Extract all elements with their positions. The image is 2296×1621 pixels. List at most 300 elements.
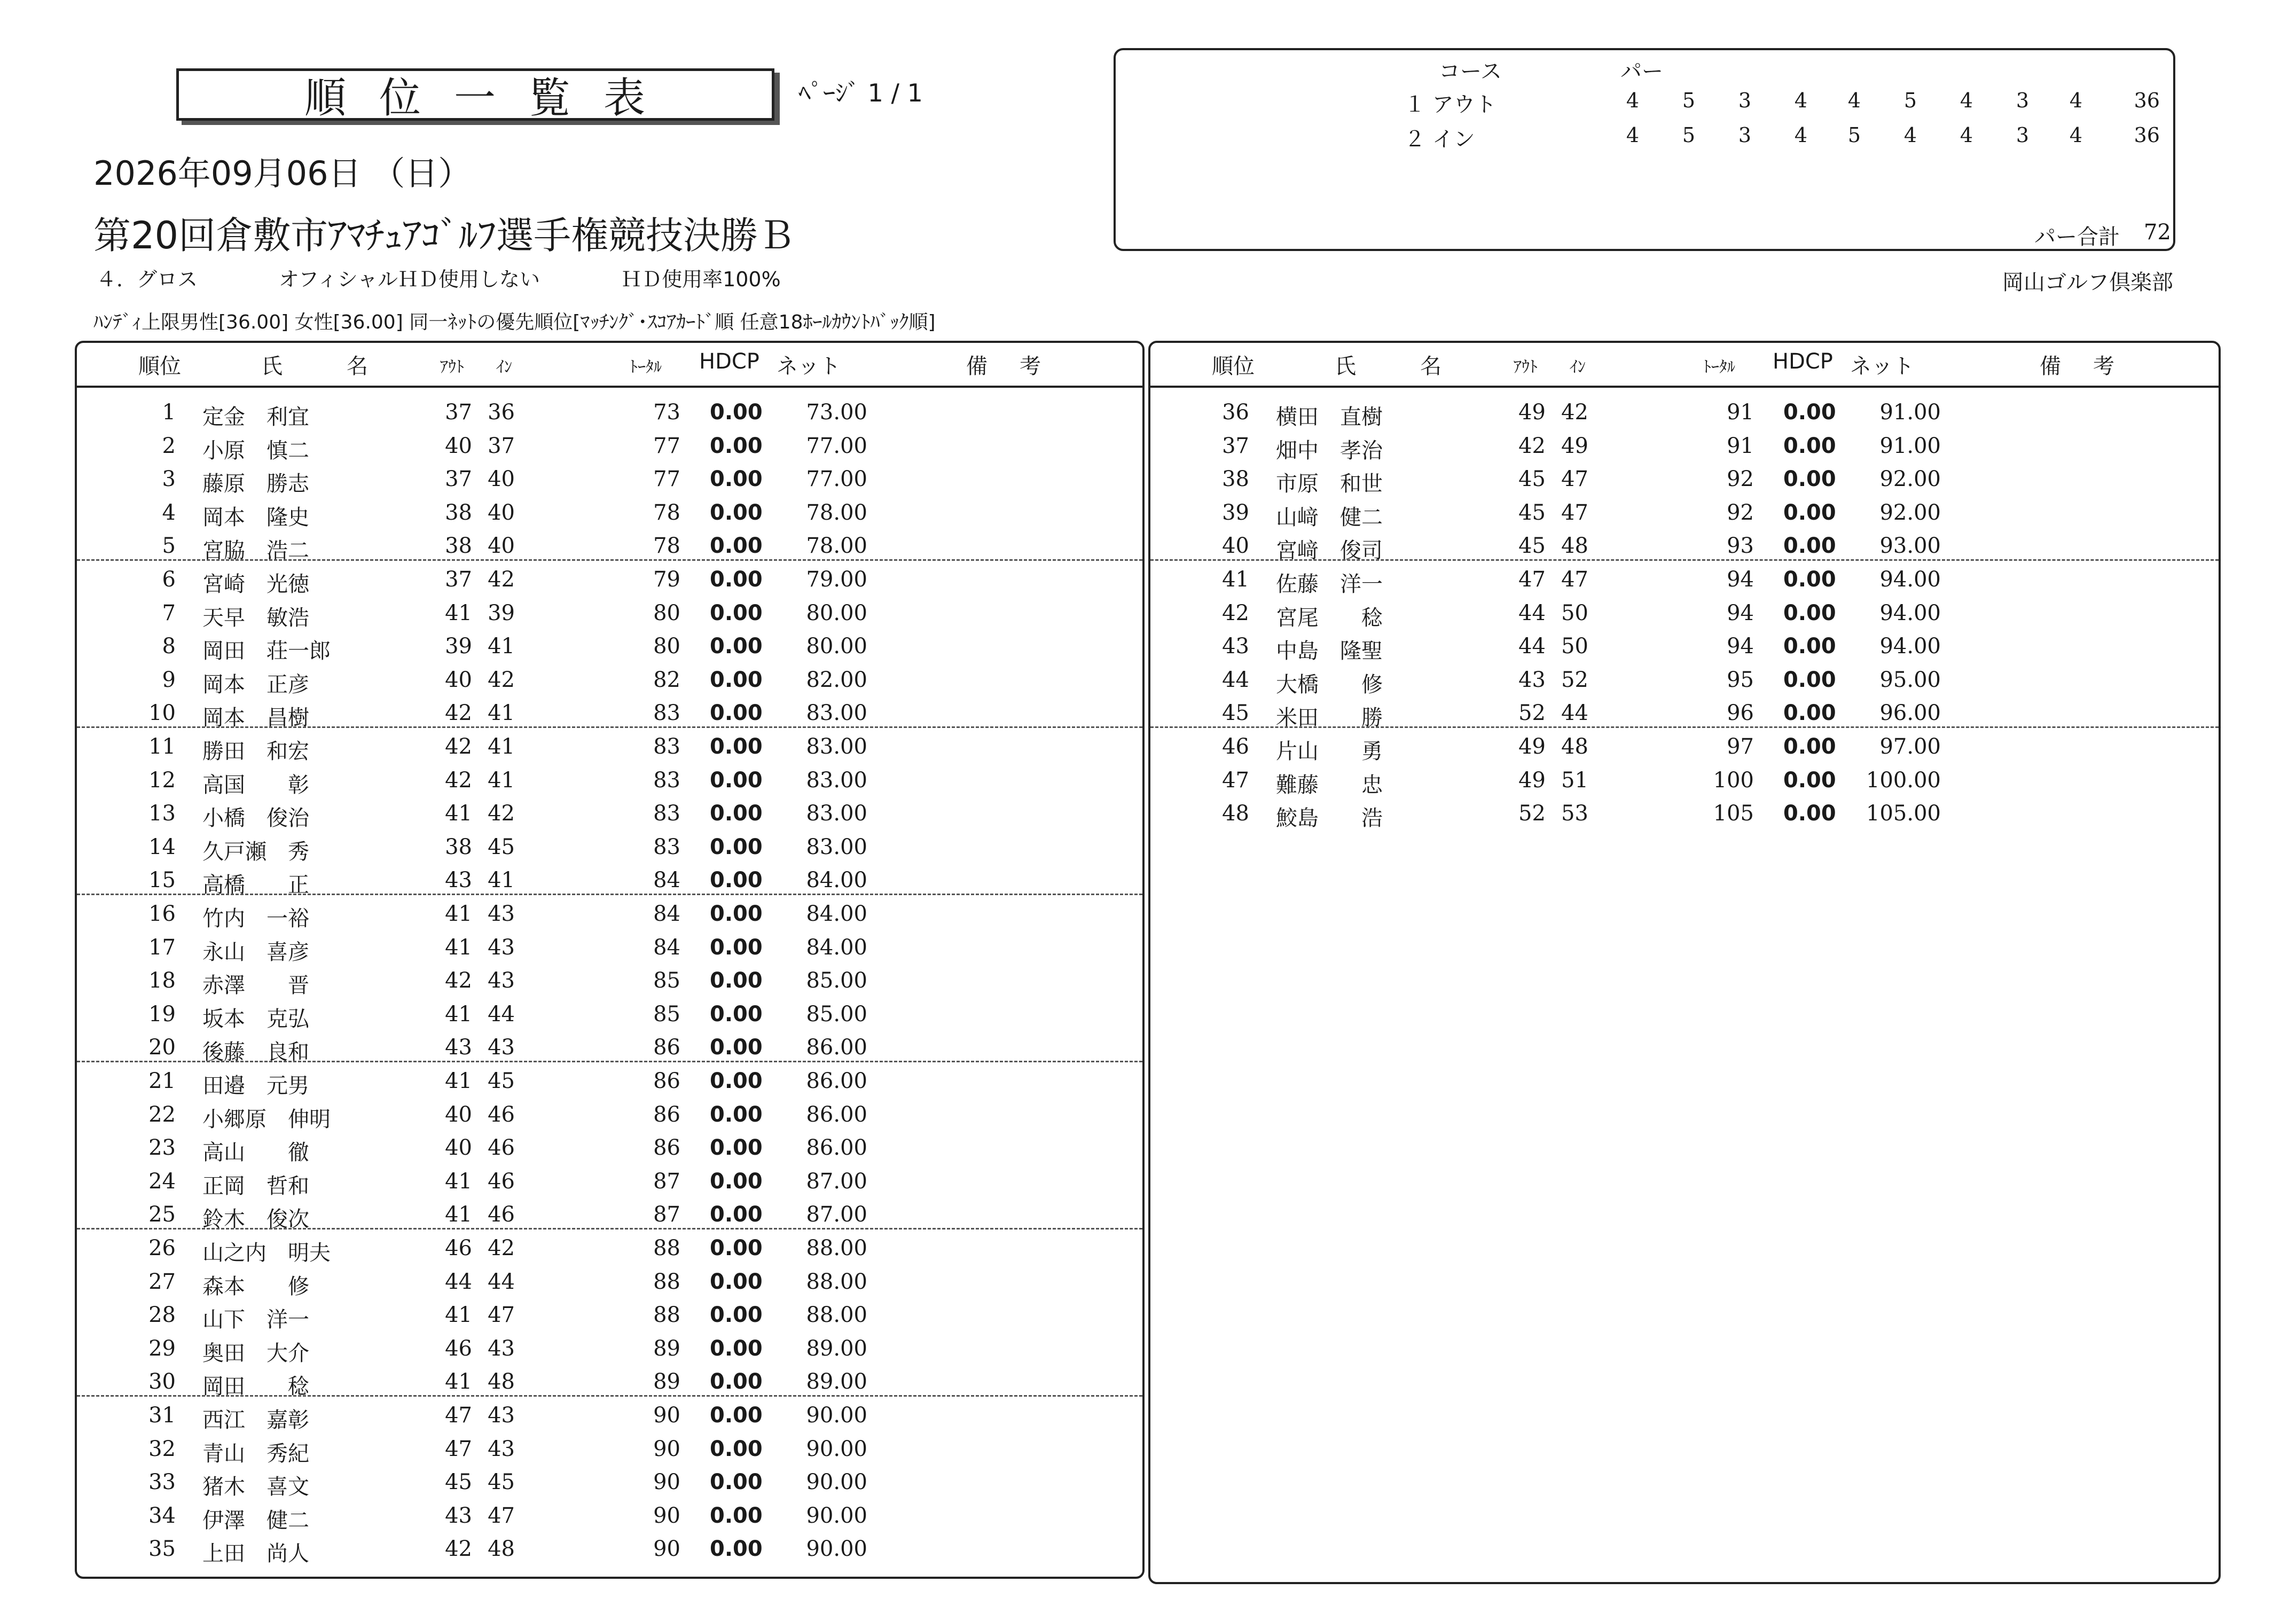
- rank-cell: 25: [148, 1202, 176, 1227]
- total-score: 92: [1727, 467, 1754, 492]
- table-row: [77, 762, 1142, 795]
- in-score: 47: [488, 1303, 515, 1328]
- out-score: 42: [1518, 433, 1546, 458]
- net-score: 84.00: [806, 868, 867, 893]
- out-score: 47: [1518, 567, 1546, 592]
- out-score: 45: [1518, 534, 1546, 559]
- name-cell: 坂本 克弘: [202, 1006, 309, 1031]
- name-cell: 難藤 忠: [1276, 772, 1383, 797]
- net-score: 79.00: [806, 567, 867, 592]
- hole-par: 4: [1903, 123, 1917, 147]
- net-score: 97.00: [1879, 734, 1941, 759]
- rank-cell: 33: [148, 1470, 176, 1495]
- out-score: 45: [445, 1470, 472, 1495]
- net-score: 88.00: [806, 1236, 867, 1260]
- table-row: [77, 1196, 1142, 1232]
- col-note-2: 考: [2093, 354, 2114, 379]
- hdcp-value: 0.00: [1783, 467, 1836, 492]
- scoring-conditions: ４．グロス オフィシャルＨＤ使用しない ＨＤ使用率100%: [96, 268, 781, 291]
- name-cell: 米田 勝: [1276, 706, 1383, 731]
- name-cell: 上田 尚人: [202, 1541, 309, 1567]
- in-score: 46: [488, 1202, 515, 1227]
- col-note-2: 考: [1020, 354, 1041, 379]
- rank-cell: 34: [148, 1503, 176, 1528]
- in-score: 50: [1561, 634, 1588, 659]
- total-score: 73: [653, 400, 680, 425]
- hdcp-value: 0.00: [1783, 634, 1836, 659]
- net-score: 93.00: [1879, 534, 1941, 559]
- rank-cell: 46: [1222, 734, 1249, 759]
- total-score: 91: [1727, 400, 1754, 425]
- name-cell: 山下 洋一: [202, 1307, 309, 1333]
- rank-cell: 31: [148, 1403, 176, 1428]
- out-score: 37: [445, 567, 472, 592]
- rank-cell: 22: [148, 1102, 176, 1127]
- table-row: [77, 962, 1142, 998]
- total-score: 82: [653, 667, 680, 692]
- club-name: 岡山ゴルフ倶楽部: [2002, 270, 2173, 295]
- hdcp-value: 0.00: [1783, 734, 1836, 759]
- table-row: [1150, 594, 2219, 628]
- in-score: 45: [488, 1470, 515, 1495]
- rank-cell: 24: [148, 1169, 176, 1194]
- table-row: [77, 1363, 1142, 1399]
- net-score: 83.00: [806, 701, 867, 726]
- net-score: 84.00: [806, 902, 867, 926]
- table-row: [1150, 494, 2219, 530]
- table-row: [1150, 394, 2219, 427]
- in-score: 41: [488, 768, 515, 793]
- total-score: 90: [653, 1470, 680, 1495]
- hdcp-value: 0.00: [710, 400, 763, 425]
- table-row: [77, 1397, 1142, 1430]
- hdcp-value: 0.00: [710, 902, 763, 926]
- page-number: ﾍﾟｰｼﾞ 1 / 1: [798, 79, 923, 107]
- net-score: 94.00: [1879, 567, 1941, 592]
- net-score: 88.00: [806, 1269, 867, 1294]
- out-score: 44: [1518, 600, 1546, 625]
- net-score: 87.00: [806, 1202, 867, 1227]
- out-score: 46: [445, 1336, 472, 1361]
- hdcp-value: 0.00: [710, 433, 763, 458]
- hdcp-value: 0.00: [710, 500, 763, 525]
- out-score: 41: [445, 935, 472, 960]
- in-score: 43: [488, 1035, 515, 1060]
- course-par-total: 36: [2134, 89, 2160, 112]
- hdcp-value: 0.00: [710, 801, 763, 826]
- col-rank: 順位: [1212, 354, 1255, 379]
- out-score: 37: [445, 400, 472, 425]
- net-score: 95.00: [1879, 667, 1941, 692]
- hdcp-value: 0.00: [710, 1269, 763, 1294]
- in-score: 43: [488, 1403, 515, 1428]
- total-score: 80: [653, 600, 680, 625]
- table-row: [77, 694, 1142, 731]
- table-row: [77, 460, 1142, 497]
- hdcp-value: 0.00: [710, 1537, 763, 1562]
- course-par-total: 36: [2134, 123, 2160, 147]
- net-score: 85.00: [806, 1001, 867, 1027]
- net-score: 94.00: [1879, 634, 1941, 659]
- name-cell: 岡本 隆史: [202, 505, 309, 530]
- table-row: [77, 1497, 1142, 1533]
- total-score: 86: [653, 1136, 680, 1161]
- total-score: 77: [653, 467, 680, 492]
- out-score: 52: [1518, 701, 1546, 726]
- hole-par: 4: [2069, 89, 2082, 112]
- net-score: 100.00: [1866, 768, 1941, 793]
- hdcp-value: 0.00: [710, 534, 763, 559]
- in-score: 40: [488, 500, 515, 525]
- net-score: 84.00: [806, 935, 867, 960]
- name-cell: 岡本 昌樹: [202, 706, 309, 731]
- table-row: [77, 996, 1142, 1029]
- in-score: 41: [488, 868, 515, 893]
- total-score: 90: [653, 1537, 680, 1562]
- total-score: 97: [1727, 734, 1754, 759]
- net-score: 82.00: [806, 667, 867, 692]
- hole-par: 4: [1626, 89, 1639, 112]
- hdcp-value: 0.00: [710, 1436, 763, 1461]
- rank-cell: 32: [148, 1436, 176, 1461]
- out-score: 42: [445, 968, 472, 993]
- name-cell: 西江 嘉彰: [202, 1408, 309, 1432]
- table-row: [1150, 728, 2219, 764]
- rank-cell: 30: [148, 1369, 176, 1395]
- rank-cell: 12: [148, 768, 176, 793]
- table-row: [77, 494, 1142, 530]
- net-score: 90.00: [806, 1503, 867, 1528]
- net-score: 83.00: [806, 834, 867, 859]
- hdcp-value: 0.00: [710, 600, 763, 625]
- name-cell: 天早 敏浩: [202, 605, 309, 630]
- hdcp-value: 0.00: [710, 868, 763, 893]
- hole-par: 5: [1847, 123, 1861, 147]
- in-score: 44: [488, 1001, 515, 1027]
- out-score: 42: [445, 1537, 472, 1562]
- in-score: 45: [488, 1069, 515, 1093]
- title-box: [176, 68, 774, 121]
- out-score: 41: [445, 801, 472, 826]
- hdcp-value: 0.00: [710, 701, 763, 726]
- table-row: [77, 1062, 1142, 1098]
- col-hdcp: HDCP: [699, 349, 759, 374]
- hdcp-value: 0.00: [1783, 400, 1836, 425]
- name-cell: 宮﨑 俊司: [1276, 538, 1383, 563]
- table-row: [77, 661, 1142, 697]
- total-score: 90: [653, 1503, 680, 1528]
- par-total-label: パー合計: [2034, 225, 2120, 249]
- col-net: ネット: [777, 354, 841, 379]
- net-score: 77.00: [806, 433, 867, 458]
- hdcp-value: 0.00: [1783, 600, 1836, 625]
- rank-cell: 15: [148, 868, 176, 893]
- hdcp-value: 0.00: [1783, 801, 1836, 826]
- in-score: 40: [488, 534, 515, 559]
- total-score: 83: [653, 834, 680, 859]
- rank-cell: 5: [162, 534, 176, 559]
- name-cell: 勝田 和宏: [202, 739, 309, 764]
- total-score: 93: [1727, 534, 1754, 559]
- total-score: 87: [653, 1202, 680, 1227]
- out-score: 44: [1518, 634, 1546, 659]
- col-total: ﾄｰﾀﾙ: [1703, 358, 1735, 377]
- rank-cell: 14: [148, 834, 176, 859]
- table-row: [77, 1263, 1142, 1299]
- name-cell: 大橋 修: [1276, 672, 1383, 697]
- total-score: 84: [653, 868, 680, 893]
- net-score: 86.00: [806, 1069, 867, 1093]
- hole-par: 5: [1903, 89, 1917, 112]
- net-score: 90.00: [806, 1470, 867, 1495]
- hdcp-value: 0.00: [710, 1202, 763, 1227]
- total-score: 91: [1727, 433, 1754, 458]
- net-score: 88.00: [806, 1303, 867, 1328]
- rank-cell: 41: [1222, 567, 1249, 592]
- hdcp-value: 0.00: [710, 1236, 763, 1260]
- event-name: 第20回倉敷市ｱﾏﾁｭｱｺﾞﾙﾌ選手権競技決勝Ｂ: [93, 214, 796, 257]
- rank-cell: 42: [1222, 600, 1249, 625]
- net-score: 83.00: [806, 734, 867, 759]
- in-score: 42: [488, 1236, 515, 1260]
- name-cell: 高山 徹: [202, 1140, 309, 1165]
- hdcp-value: 0.00: [710, 935, 763, 960]
- out-score: 49: [1518, 768, 1546, 793]
- name-cell: 岡本 正彦: [202, 672, 309, 697]
- name-cell: 山之内 明夫: [202, 1241, 331, 1265]
- rank-cell: 18: [148, 968, 176, 993]
- total-score: 105: [1713, 801, 1754, 826]
- table-row: [77, 1029, 1142, 1065]
- rank-cell: 26: [148, 1236, 176, 1260]
- name-cell: 青山 秀紀: [202, 1441, 309, 1466]
- hdcp-value: 0.00: [1783, 667, 1836, 692]
- hdcp-value: 0.00: [1783, 500, 1836, 525]
- rank-cell: 37: [1222, 433, 1249, 458]
- net-score: 96.00: [1879, 701, 1941, 726]
- in-score: 39: [488, 600, 515, 625]
- out-score: 42: [445, 768, 472, 793]
- net-score: 85.00: [806, 968, 867, 993]
- table-row: [1150, 661, 2219, 697]
- rank-cell: 8: [162, 634, 176, 659]
- table-row: [77, 427, 1142, 463]
- net-score: 83.00: [806, 801, 867, 826]
- table-row: [77, 1463, 1142, 1500]
- col-in: ｲﾝ: [1570, 358, 1586, 377]
- out-score: 41: [445, 1202, 472, 1227]
- course-par-box: [1114, 48, 2175, 251]
- name-cell: 奥田 大介: [202, 1341, 309, 1366]
- total-score: 78: [653, 534, 680, 559]
- hdcp-value: 0.00: [710, 834, 763, 859]
- name-cell: 岡田 荘一郎: [202, 639, 331, 664]
- table-row: [77, 1163, 1142, 1199]
- out-score: 46: [445, 1236, 472, 1260]
- table-row: [1150, 694, 2219, 731]
- total-score: 94: [1727, 600, 1754, 625]
- total-score: 100: [1713, 768, 1754, 793]
- out-score: 38: [445, 534, 472, 559]
- hdcp-value: 0.00: [710, 1369, 763, 1395]
- table-row: [77, 1296, 1142, 1333]
- table-header: [1150, 343, 2219, 388]
- in-score: 48: [1561, 534, 1588, 559]
- net-score: 78.00: [806, 534, 867, 559]
- name-cell: 伊澤 健二: [202, 1508, 309, 1533]
- table-row: [77, 929, 1142, 965]
- in-score: 43: [488, 1436, 515, 1461]
- in-score: 42: [488, 567, 515, 592]
- rank-cell: 4: [162, 500, 176, 525]
- out-score: 41: [445, 1069, 472, 1093]
- in-score: 37: [488, 433, 515, 458]
- table-row: [77, 1230, 1142, 1263]
- out-score: 40: [445, 1102, 472, 1127]
- name-cell: 正岡 哲和: [202, 1173, 309, 1199]
- hole-par: 5: [1682, 123, 1695, 147]
- event-date: 2026年09月06日 （日）: [93, 154, 472, 193]
- net-score: 86.00: [806, 1136, 867, 1161]
- course-name: ２ イン: [1404, 127, 1475, 152]
- rank-cell: 48: [1222, 801, 1249, 826]
- rank-cell: 17: [148, 935, 176, 960]
- rank-cell: 44: [1222, 667, 1249, 692]
- name-cell: 定金 利宜: [202, 405, 309, 429]
- rank-cell: 13: [148, 801, 176, 826]
- hole-par: 3: [2016, 89, 2029, 112]
- table-row: [77, 828, 1142, 862]
- out-score: 49: [1518, 400, 1546, 425]
- in-score: 44: [488, 1269, 515, 1294]
- table-row: [77, 862, 1142, 898]
- net-score: 91.00: [1879, 400, 1941, 425]
- hdcp-value: 0.00: [1783, 433, 1836, 458]
- in-score: 49: [1561, 433, 1588, 458]
- hdcp-value: 0.00: [1783, 567, 1836, 592]
- in-score: 46: [488, 1169, 515, 1194]
- name-cell: 永山 喜彦: [202, 939, 309, 965]
- hdcp-value: 0.00: [710, 1102, 763, 1127]
- rank-cell: 19: [148, 1001, 176, 1027]
- in-score: 41: [488, 701, 515, 726]
- hole-par: 3: [1738, 89, 1751, 112]
- rank-cell: 43: [1222, 634, 1249, 659]
- total-score: 94: [1727, 634, 1754, 659]
- total-score: 96: [1727, 701, 1754, 726]
- net-score: 90.00: [806, 1436, 867, 1461]
- total-score: 95: [1727, 667, 1754, 692]
- table-row: [77, 628, 1142, 664]
- net-score: 89.00: [806, 1336, 867, 1361]
- out-score: 43: [445, 1035, 472, 1060]
- rank-cell: 10: [148, 701, 176, 726]
- in-score: 44: [1561, 701, 1588, 726]
- total-score: 88: [653, 1269, 680, 1294]
- out-score: 43: [1518, 667, 1546, 692]
- out-score: 47: [445, 1403, 472, 1428]
- hdcp-value: 0.00: [710, 467, 763, 492]
- net-score: 86.00: [806, 1035, 867, 1060]
- total-score: 84: [653, 902, 680, 926]
- in-score: 52: [1561, 667, 1588, 692]
- rank-cell: 47: [1222, 768, 1249, 793]
- out-score: 41: [445, 1369, 472, 1395]
- page-title: 順位一覧表: [304, 74, 678, 122]
- table-row: [1150, 460, 2219, 497]
- in-score: 43: [488, 1336, 515, 1361]
- total-score: 78: [653, 500, 680, 525]
- col-name-1: 氏: [1335, 354, 1356, 379]
- in-score: 43: [488, 935, 515, 960]
- hdcp-value: 0.00: [710, 1069, 763, 1093]
- table-row: [77, 1330, 1142, 1366]
- rank-cell: 35: [148, 1537, 176, 1562]
- results-panel-right: [1148, 341, 2221, 1584]
- rank-cell: 11: [148, 734, 176, 759]
- out-score: 49: [1518, 734, 1546, 759]
- total-score: 86: [653, 1035, 680, 1060]
- table-row: [1150, 795, 2219, 831]
- name-cell: 後藤 良和: [202, 1040, 309, 1065]
- in-score: 47: [1561, 467, 1588, 492]
- table-header: [77, 343, 1142, 388]
- table-row: [77, 561, 1142, 597]
- out-score: 43: [445, 868, 472, 893]
- course-label: コース: [1439, 59, 1502, 84]
- in-score: 46: [488, 1102, 515, 1127]
- hole-par: 4: [1960, 89, 1973, 112]
- net-score: 90.00: [806, 1403, 867, 1428]
- hdcp-value: 0.00: [710, 734, 763, 759]
- hdcp-value: 0.00: [1783, 768, 1836, 793]
- name-cell: 鮫島 浩: [1276, 806, 1383, 831]
- name-cell: 高国 彰: [202, 772, 309, 797]
- col-total: ﾄｰﾀﾙ: [630, 358, 662, 377]
- name-cell: 岡田 稔: [202, 1374, 309, 1399]
- rank-cell: 21: [148, 1069, 176, 1093]
- net-score: 73.00: [806, 400, 867, 425]
- total-score: 92: [1727, 500, 1754, 525]
- table-row: [1150, 762, 2219, 795]
- name-cell: 小郷原 伸明: [202, 1107, 331, 1132]
- rank-cell: 28: [148, 1303, 176, 1328]
- rank-cell: 16: [148, 902, 176, 926]
- col-in: ｲﾝ: [496, 358, 512, 377]
- par-label: パー: [1620, 59, 1663, 84]
- hole-par: 4: [1626, 123, 1639, 147]
- name-cell: 猪木 喜文: [202, 1475, 309, 1500]
- name-cell: 藤原 勝志: [202, 472, 309, 497]
- hdcp-value: 0.00: [710, 667, 763, 692]
- total-score: 84: [653, 935, 680, 960]
- rank-cell: 38: [1222, 467, 1249, 492]
- in-score: 43: [488, 902, 515, 926]
- rank-cell: 40: [1222, 534, 1249, 559]
- table-row: [1150, 527, 2219, 563]
- out-score: 40: [445, 667, 472, 692]
- hdcp-value: 0.00: [710, 768, 763, 793]
- name-cell: 横田 直樹: [1276, 405, 1383, 429]
- total-score: 90: [653, 1403, 680, 1428]
- hdcp-value: 0.00: [710, 567, 763, 592]
- in-score: 45: [488, 834, 515, 859]
- out-score: 45: [1518, 500, 1546, 525]
- name-cell: 高橋 正: [202, 873, 309, 898]
- hdcp-value: 0.00: [710, 1169, 763, 1194]
- total-score: 83: [653, 701, 680, 726]
- total-score: 85: [653, 1001, 680, 1027]
